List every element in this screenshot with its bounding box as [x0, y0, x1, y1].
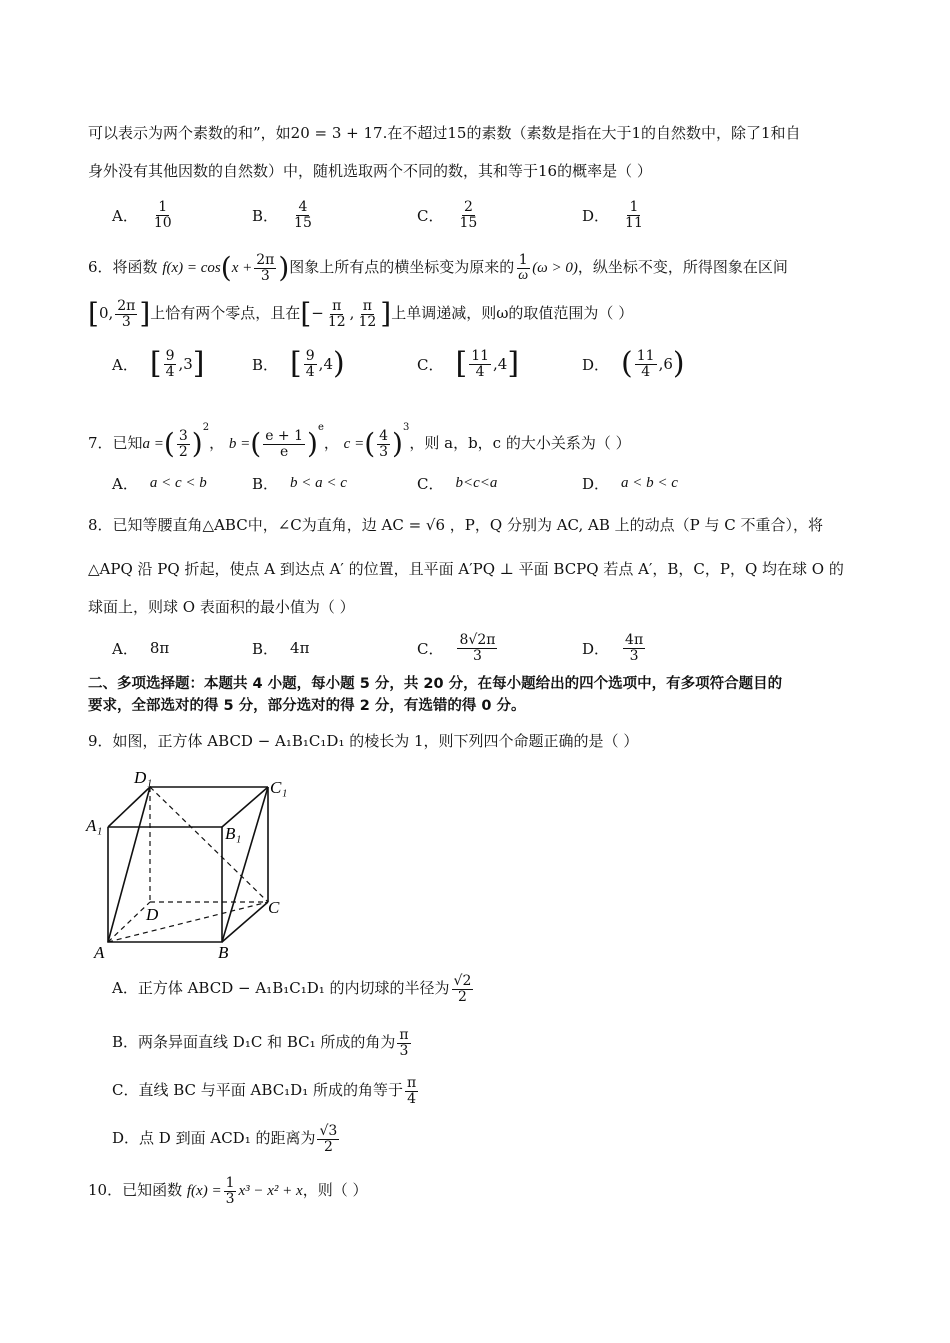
q8-options [112, 628, 712, 668]
q6-option-d[interactable]: D． ( $\frac{11}{4}$ ,6 ) [582, 346, 685, 381]
q8-option-b[interactable]: B． 4π [252, 639, 310, 658]
q6-option-c[interactable]: C． [ $\frac{11}{4}$ ,4 ] [417, 346, 520, 381]
q5-line1: 可以表示为两个素数的和”，如20 = 3 + 17.在不超过15的素数（素数是指在大于1的自然数中，除了1和自 [88, 124, 801, 142]
label-a1: A₁ [86, 816, 103, 835]
label-d: D [146, 905, 159, 924]
q10-stem: 10．已知函数 f(x) = $\frac{1}{3}$ x³ − x² + x，则（ ） [88, 1174, 368, 1207]
q9-option-c[interactable]: C．直线 BC 与平面 ABC₁D₁ 所成的角等于 $\frac{\pi}{4}$ [112, 1074, 417, 1107]
q7-option-d[interactable]: D． a < b < c [582, 474, 678, 493]
q6-line2: [0, $\frac{2\pi}{3}$ ]上恰有两个零点，且在[− $\frac{\pi}{12}$ , $\frac{\pi}{12}$ ]上单调递减，则ω的取值范围为（ ） [88, 297, 634, 330]
q9-option-d[interactable]: D．点 D 到面 ACD₁ 的距离为 $\frac{√3}{2}$ [112, 1122, 338, 1155]
q5-options [112, 195, 712, 235]
q9-stem: 9．如图，正方体 ABCD − A₁B₁C₁D₁ 的棱长为 1，则下列四个命题正确的是（ ） [88, 732, 639, 750]
label-c1: C₁ [270, 778, 288, 797]
q8-line3: 球面上，则球 O 表面积的最小值为（ ） [88, 598, 355, 616]
section2-heading-line2: 要求，全部选对的得 5 分，部分选对的得 2 分，有选错的得 0 分。 [88, 698, 526, 714]
q6-line1: 6．将函数 f(x) = cos(x + $\frac{2\pi}{3}$ )图象上所有点的横坐标变为原来的 $\frac{1}{\omega}$ (ω > 0)，纵坐标不变，所得图象在区间 [88, 251, 788, 284]
q5-option-d[interactable]: D． $\frac{1}{11}$ [582, 198, 643, 231]
label-c: C [268, 898, 280, 917]
q8-option-c[interactable]: C． $\frac{8√2\pi}{3}$ [417, 631, 496, 664]
q9-option-b[interactable]: B．两条异面直线 D₁C 和 BC₁ 所成的角为 $\frac{\pi}{3}$ [112, 1026, 409, 1059]
cube-edge-b1c1 [222, 787, 268, 827]
q5-line2: 身外没有其他因数的自然数）中，随机选取两个不同的数，其和等于16的概率是（ ） [88, 162, 652, 180]
q7-stem: 7．已知a =( $\frac{3}{2}$ )$^2$， b =( $\frac{e + 1}{e}$ )$^e$， c =( $\frac{4}{3}$ )$^3$，则 a，b，c 的大小关系为（ ） [88, 422, 631, 460]
q5-option-b[interactable]: B． $\frac{4}{15}$ [252, 198, 312, 231]
q5-option-a[interactable]: A． $\frac{1}{10}$ [112, 198, 172, 231]
q7-option-b[interactable]: B． b < a < c [252, 474, 347, 493]
label-a: A [94, 943, 105, 962]
label-b: B [218, 943, 229, 962]
q7-option-a[interactable]: A． a < c < b [112, 474, 207, 493]
q9-option-a[interactable]: A．正方体 ABCD − A₁B₁C₁D₁ 的内切球的半径为 $\frac{√2}{2}$ [112, 972, 472, 1005]
cube-hidden-ad [108, 902, 150, 942]
q7-options [112, 463, 712, 503]
q6-option-a[interactable]: A． [ $\frac{9}{4}$ ,3 ] [112, 346, 205, 381]
q6-options [112, 344, 712, 384]
label-b1: B₁ [225, 824, 242, 843]
q7-option-c[interactable]: C． b<c<a [417, 474, 498, 493]
label-d1: D₁ [134, 768, 153, 787]
cube-edge-bc [222, 902, 268, 942]
q8-option-d[interactable]: D． $\frac{4\pi}{3}$ [582, 631, 644, 664]
q5-option-c[interactable]: C． $\frac{2}{15}$ [417, 198, 478, 231]
cube-figure [80, 765, 300, 965]
q8-line1: 8．已知等腰直角△ABC中，∠C为直角，边 AC = √6 ，P，Q 分别为 AC, AB 上的动点（P 与 C 不重合），将 [88, 516, 824, 534]
cube-edge-front [108, 827, 222, 942]
section2-heading-line1: 二、多项选择题：本题共 4 小题，每小题 5 分，共 20 分，在每小题给出的四个选项中，有多项符合题目的 [88, 676, 783, 692]
cube-diag-ad1 [108, 787, 150, 942]
cube-edge-a1d1 [108, 787, 150, 827]
q8-line2: △APQ 沿 PQ 折起，使点 A 到达点 A′ 的位置，且平面 A′PQ ⊥ 平面 BCPQ 若点 A′，B，C，P，Q 均在球 O 的 [88, 560, 844, 578]
q8-option-a[interactable]: A． 8π [112, 639, 170, 658]
q6-option-b[interactable]: B． [ $\frac{9}{4}$ ,4 ) [252, 346, 345, 381]
